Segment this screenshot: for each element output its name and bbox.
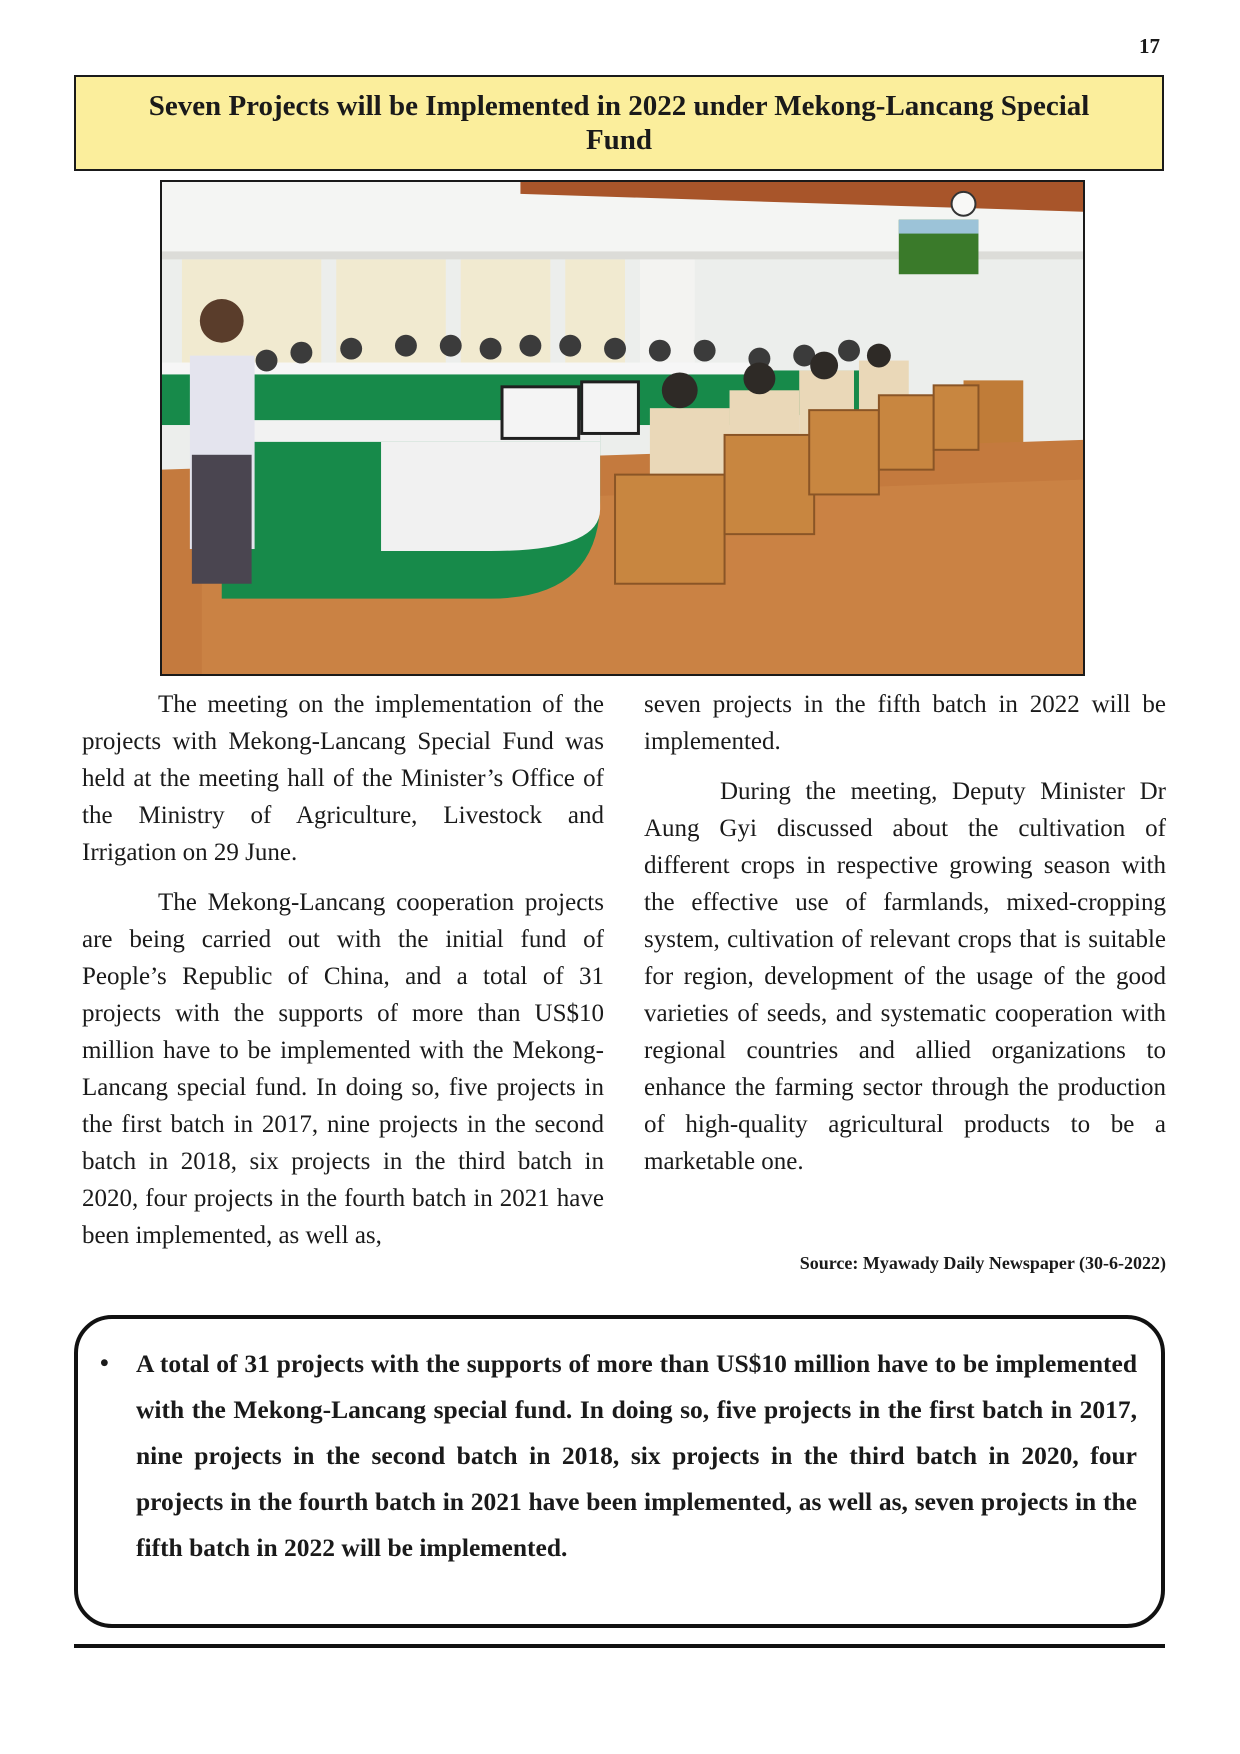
meeting-room-photo-icon — [162, 182, 1083, 674]
title-banner — [74, 75, 1164, 171]
article-paragraph: During the meeting, Deputy Minister Dr Aung Gyi discussed about the cultivation of different crops in respective growing season with the effective use of farmlands, mixed-cropping system, cultivation of relevant crops that is suitable for region, development of the usage of the good varieties of seeds, and systematic cooperation with regional countries and allied organizations to enhance the farming sector through the production of high-quality agricultural products to be a marketable one. — [644, 778, 1166, 1175]
article-paragraph: The meeting on the implementation of the projects with Mekong-Lancang Special Fund was held at the meeting hall of the Minister’s Office of the Ministry of Agriculture, Livestock and Irrigation on 29 June. — [82, 691, 604, 866]
meeting-photo — [160, 180, 1085, 676]
source-citation: Source: Myawady Daily Newspaper (30-6-2022) — [799, 1253, 1166, 1273]
page-number: 17 — [1139, 34, 1160, 58]
article-title: Seven Projects will be Implemented in 2022 under Mekong-Lancang Special Fund — [148, 90, 1090, 156]
article-paragraph-continuation: seven projects in the fifth batch in 2022 will be implemented. — [644, 691, 1166, 755]
article-paragraph: The Mekong-Lancang cooperation projects are being carried out with the initial fund of People’s Republic of China, and a total of 31 projects with the supports of more than US$10 million have to be implemented with the Mekong-Lancang special fund. In doing so, five projects in the first batch in 2017, nine projects in the second batch in 2018, six projects in the third batch in 2020, four projects in the fourth batch in 2021 have been implemented, as well as, — [82, 889, 604, 1249]
summary-text: A total of 31 projects with the supports of more than US$10 million have to be implemented with the Mekong-Lancang special fund. In doing so, five projects in the first batch in 2017, nine projects in the second batch in 2018, six projects in the third batch in 2020, four projects in the fourth batch in 2021 have been implemented, as well as, seven projects in the fifth batch in 2022 will be implemented. — [136, 1349, 1137, 1562]
bullet-icon: • — [100, 1350, 109, 1377]
bottom-divider — [74, 1644, 1165, 1648]
article-left-column — [82, 686, 604, 1267]
summary-item — [100, 1341, 1137, 1571]
summary-box — [74, 1315, 1165, 1628]
article-right-column — [644, 686, 1166, 1193]
summary-list — [100, 1341, 1137, 1571]
